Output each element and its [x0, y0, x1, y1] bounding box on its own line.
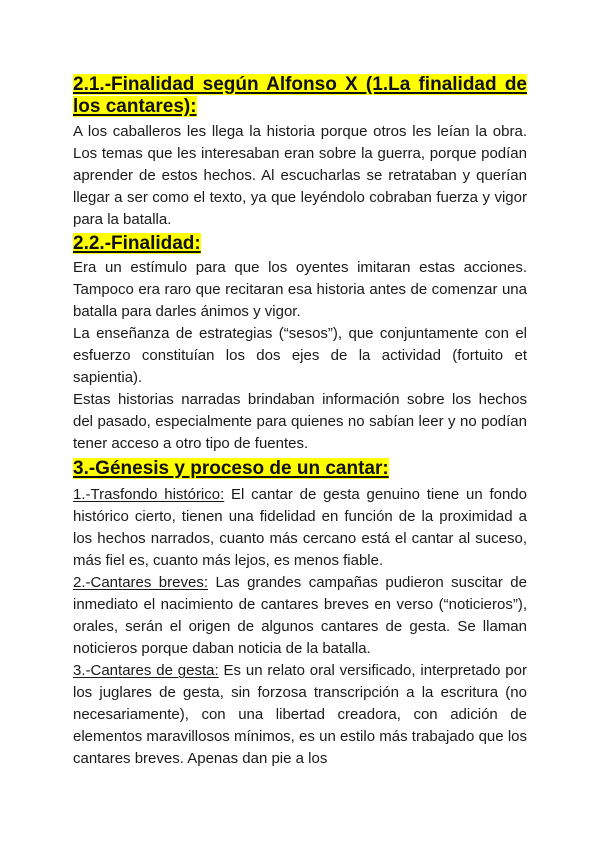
paragraph-historias-narradas: Estas historias narradas brindaban información sobre los hechos del pasado, especialmente para quienes no sabían leer y no podían tener acceso a otro tipo de fuentes.	[73, 391, 527, 452]
text-cantares-de-gesta: Es un relato oral versificado, interpretado por los juglares de gesta, sin forzosa transcripción a la escritura (no necesariamente), con una libertad creadora, con adición de elementos maravillosos mínimos, es un estilo más trabajado que los cantares breves. Apenas dan pie a los	[73, 662, 527, 767]
lead-trasfondo-historico: 1.-Trasfondo histórico:	[73, 486, 225, 503]
heading-2-2-text: 2.2.-Finalidad:	[73, 233, 201, 254]
heading-3-text: 3.-Génesis y proceso de un cantar:	[73, 458, 389, 479]
paragraph-trasfondo-historico	[73, 484, 527, 572]
heading-2-1-text: 2.1.-Finalidad según Alfonso X (1.La finalidad de los cantares):	[73, 74, 527, 117]
text-cantares-breves: Las grandes campañas pudieron suscitar de inmediato el nacimiento de cantares breves en verso (“noticieros”), orales, serán el origen de algunos cantares de gesta. Se llaman noticieros porque daban noticia de la batalla.	[73, 574, 527, 657]
lead-cantares-breves: 2.-Cantares breves:	[73, 574, 208, 591]
heading-2-2-finalidad	[73, 233, 527, 255]
paragraph-cantares-de-gesta	[73, 660, 527, 770]
document-page	[73, 74, 527, 770]
paragraph-estimulo: Era un estímulo para que los oyentes imitaran estas acciones. Tampoco era raro que recitaran esa historia antes de comenzar una batalla para darles ánimos y vigor.	[73, 259, 527, 320]
heading-3-genesis	[73, 458, 527, 480]
paragraph-estrategias: La enseñanza de estrategias (“sesos”), que conjuntamente con el esfuerzo constituían los dos ejes de la actividad (fortuito et sapientia).	[73, 325, 527, 386]
lead-cantares-de-gesta: 3.-Cantares de gesta:	[73, 662, 219, 679]
paragraph-cantares-breves	[73, 572, 527, 660]
paragraph-caballeros: A los caballeros les llega la historia porque otros les leían la obra. Los temas que les interesaban eran sobre la guerra, porque podían aprender de estos hechos. Al escucharlas se retrataban y querían llegar a ser como el texto, ya que leyéndolo cobraban fuerza y vigor para la batalla.	[73, 123, 527, 228]
text-trasfondo-historico: El cantar de gesta genuino tiene un fondo histórico cierto, tienen una fidelidad en función de la proximidad a los hechos narrados, cuanto más cercano está el cantar al suceso, más fiel es, cuanto más lejos, es menos fiable.	[73, 486, 527, 569]
heading-2-1-finalidad-alfonso-x	[73, 74, 527, 118]
